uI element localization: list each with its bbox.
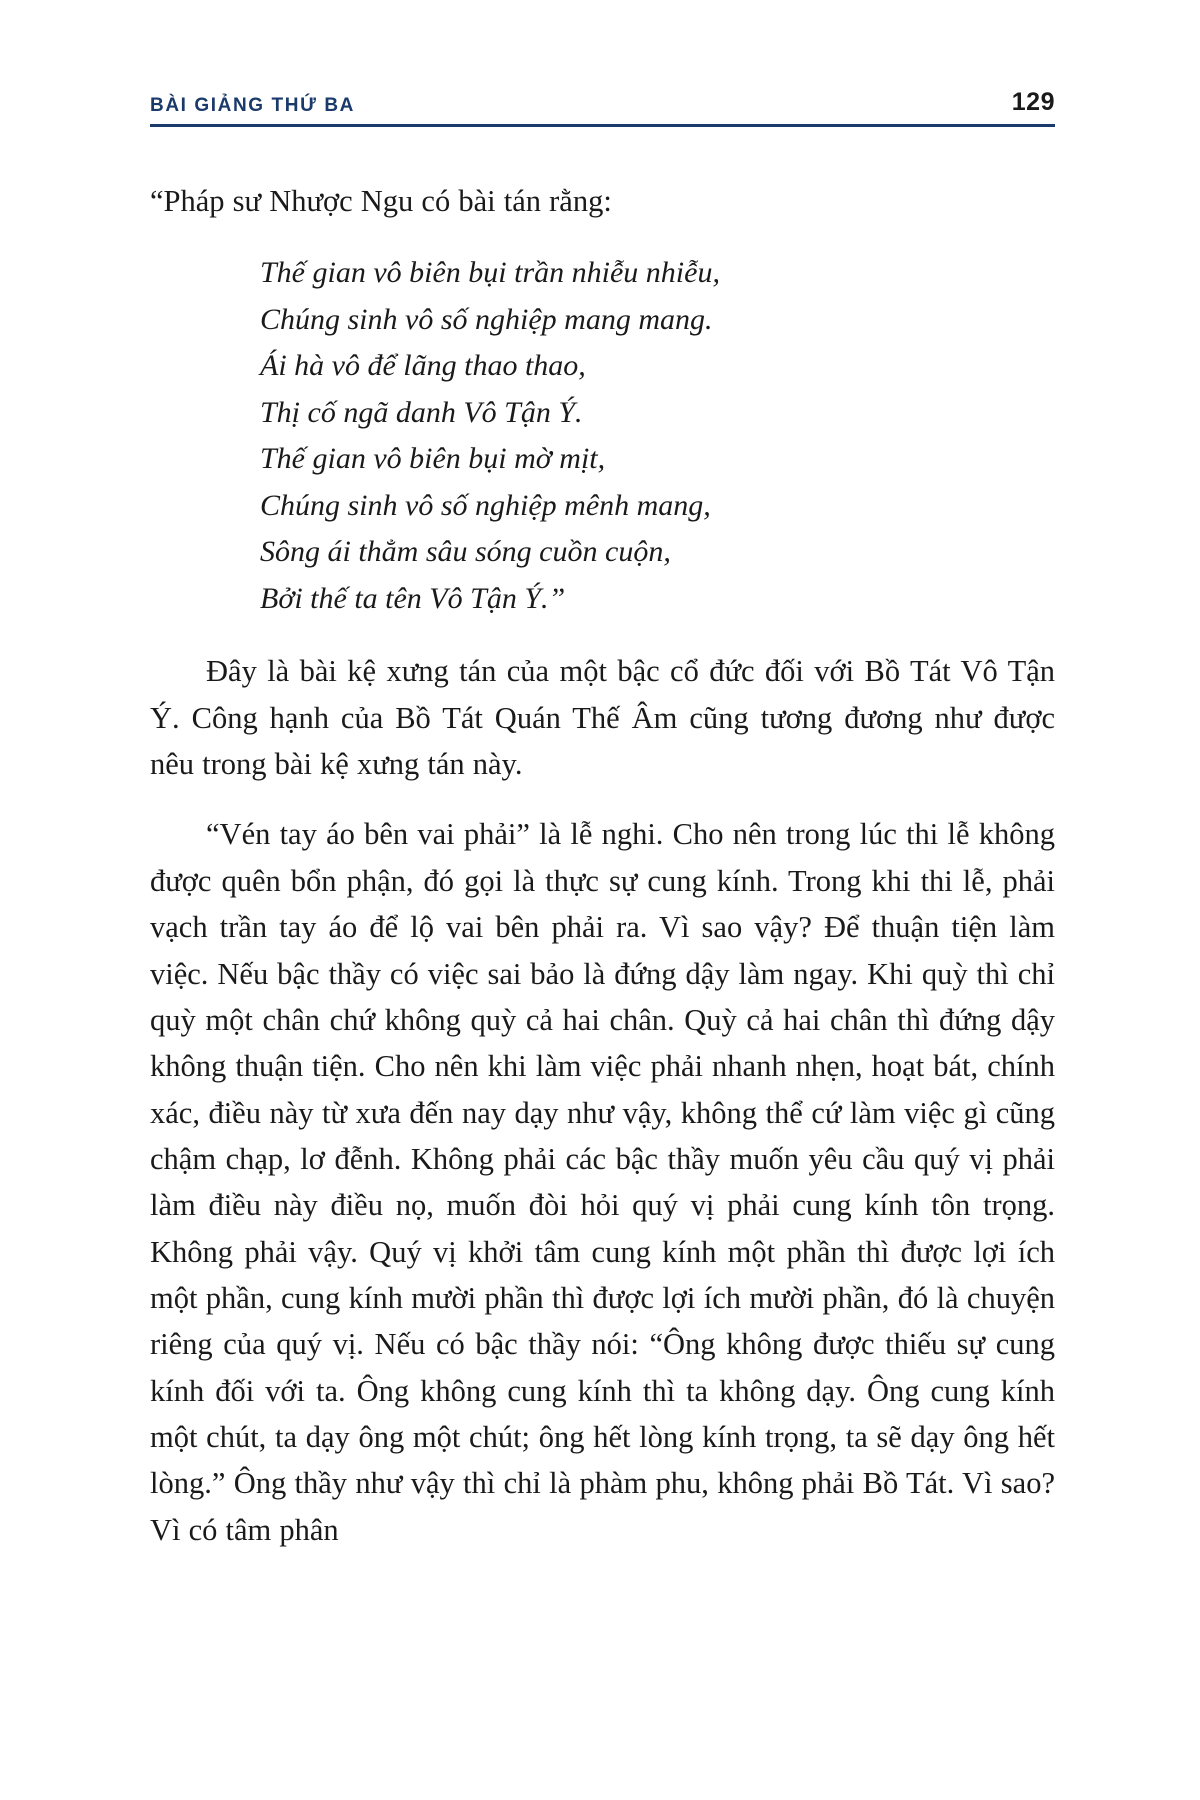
paragraph-spacer [150,797,1055,811]
verse-line: Bởi thế ta tên Vô Tận Ý.” [260,581,566,615]
body-paragraph: Đây là bài kệ xưng tán của một bậc cổ đức đối với Bồ Tát Vô Tận Ý. Công hạnh của Bồ Tát Quán Thế Âm cũng tương đương như được nêu trong bài kệ xưng tán này. [150,654,1055,782]
verse-line: Chúng sinh vô số nghiệp mênh mang, [260,488,711,522]
intro-paragraph: “Pháp sư Nhược Ngu có bài tán rằng: [150,184,612,218]
page-number: 129 [1011,88,1055,116]
body-paragraph: “Vén tay áo bên vai phải” là lễ nghi. Cho nên trong lúc thi lễ không được quên bổn phận, đó gọi là thực sự cung kính. Trong khi thi lễ, phải vạch trần tay áo để lộ vai bên phải ra. Vì sao vậy? Để thuận tiện làm việc. Nếu bậc thầy có việc sai bảo là đứng dậy làm ngay. Khi quỳ thì chỉ quỳ một chân chứ không quỳ cả hai chân. Quỳ cả hai chân thì đứng dậy không thuận tiện. Cho nên khi làm việc phải nhanh nhẹn, hoạt bát, chính xác, điều này từ xưa đến nay dạy như vậy, không thể cứ làm việc gì cũng chậm chạp, lơ đễnh. Không phải các bậc thầy muốn yêu cầu quý vị phải làm điều này điều nọ, muốn đòi hỏi quý vị phải cung kính tôn trọng. Không phải vậy. Quý vị khởi tâm cung kính một phần thì được lợi ích một phần, cung kính mười phần thì được lợi ích mười phần, đó là chuyện riêng của quý vị. Nếu có bậc thầy nói: “Ông không được thiếu sự cung kính đối với ta. Ông không cung kính thì ta không dạy. Ông cung kính một chút, ta dạy ông một chút; ông hết lòng kính trọng, ta sẽ dạy ông hết lòng.” Ông thầy như vậy thì chỉ là phàm phu, không phải Bồ Tát. Vì sao? Vì có tâm phân [150,817,1055,1547]
verse-line: Thị cố ngã danh Vô Tận Ý. [260,395,583,429]
verse-line: Ái hà vô để lãng thao thao, [260,349,586,383]
header-divider [150,124,1055,127]
verse-line: Thế gian vô biên bụi trần nhiễu nhiễu, [260,256,720,290]
verse-line: Sông ái thẳm sâu sóng cuồn cuộn, [260,535,671,569]
verse-line: Chúng sinh vô số nghiệp mang mang. [260,302,713,336]
page-header [150,88,1055,117]
running-title: BÀI GIẢNG THỨ BA [150,95,355,116]
verse-line: Thế gian vô biên bụi mờ mịt, [260,442,606,476]
page-content [150,178,1055,1563]
verse-block [150,250,1055,622]
